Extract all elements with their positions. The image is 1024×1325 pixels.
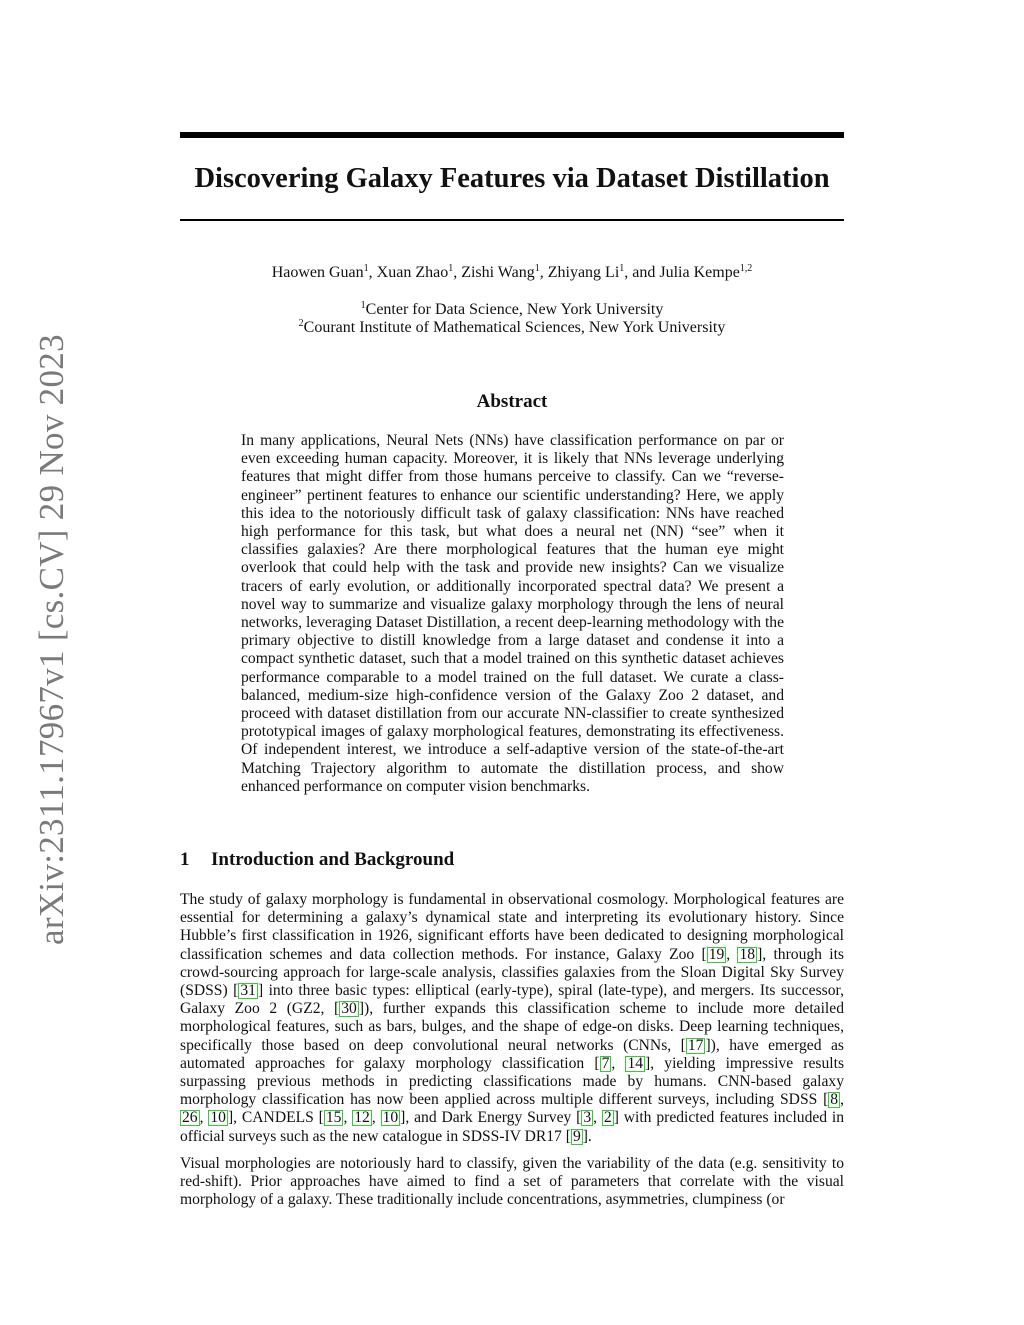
author-affiliation-mark: 1	[534, 263, 540, 274]
body-text: ], and Dark Energy Survey [	[400, 1109, 582, 1127]
body-text: ,	[726, 945, 738, 963]
section-title: Introduction and Background	[211, 849, 455, 870]
body-text: ]), have emerged as automated approaches for galaxy morphology classification [	[180, 1036, 844, 1072]
body-text: ,	[593, 1109, 602, 1127]
citation-link[interactable]: 7	[601, 1054, 610, 1072]
body-text: ] into three basic types: elliptical (early-type), spiral (late-type), and mergers. Its successor, Galaxy Zoo 2 (GZ2, [	[180, 982, 845, 1018]
affiliation-2-mark: 2	[298, 318, 304, 329]
body-paragraph-2	[180, 1155, 844, 1210]
body-text: ,	[343, 1109, 353, 1127]
body-text: ], CANDELS [	[227, 1109, 324, 1127]
author-list	[180, 262, 844, 284]
citation-link[interactable]: 9	[572, 1127, 581, 1145]
author-name: Zhiyang Li	[547, 264, 620, 281]
citation-link[interactable]: 30	[341, 1000, 357, 1018]
citation-link[interactable]: 26	[182, 1109, 198, 1127]
author-affiliation-mark: 1	[448, 263, 454, 274]
arxiv-identifier: arXiv:2311.17967v1 [cs.CV] 29 Nov 2023	[32, 334, 71, 945]
citation-link[interactable]: 17	[687, 1036, 704, 1054]
citation-link[interactable]: 2	[603, 1109, 612, 1127]
body-text: ] with predicted features included in official surveys such as the new catalogue in SDSS-IV DR17 [	[180, 1109, 845, 1145]
title-bottom-rule	[180, 219, 844, 221]
body-text: The study of galaxy morphology is fundamental in observational cosmology. Morphological features are essential for determining a galaxy’s dynamical state and interpreting its evolutionary history. Since Hubble’s first classification in 1926, significant efforts have been dedicated to designing morphological classification schemes and data collection methods. For instance, Galaxy Zoo [	[180, 891, 844, 963]
body-text: ,	[371, 1109, 381, 1127]
author-separator: , and	[624, 264, 660, 281]
section-heading	[180, 849, 454, 871]
author-separator: ,	[368, 264, 377, 281]
body-text: ,	[199, 1109, 209, 1127]
body-text: ], through its crowd-sourcing approach for large-scale analysis, classifies galaxies from the Sloan Digital Sky Survey (SDSS) [	[180, 945, 844, 1000]
body-text: ]), further expands this classification scheme to include more detailed morphological features, such as bars, bulges, and the shape of edge-on disks. Deep learning techniques, specifically those based on deep convolutional neural networks (CNNs, [	[180, 1000, 844, 1054]
abstract-heading: Abstract	[476, 391, 548, 412]
citation-link[interactable]: 31	[240, 982, 256, 1000]
citation-link[interactable]: 14	[627, 1054, 644, 1072]
citation-link[interactable]: 12	[354, 1109, 370, 1127]
author-affiliation-mark: 1	[619, 263, 625, 274]
author-name: Julia Kempe	[659, 264, 740, 281]
author-separator: ,	[539, 264, 548, 281]
author-separator: ,	[453, 264, 462, 281]
citation-link[interactable]: 18	[739, 945, 756, 963]
author-name: Xuan Zhao	[376, 264, 449, 281]
title-top-rule	[180, 132, 844, 138]
affiliation-2-text: Courant Institute of Mathematical Sciences, New York University	[303, 319, 726, 336]
author-affiliation-mark: 1	[363, 263, 369, 274]
paper-title: Discovering Galaxy Features via Dataset Distillation	[194, 163, 830, 194]
affiliation-1-mark: 1	[360, 300, 366, 311]
section-number: 1	[180, 849, 190, 870]
citation-link[interactable]: 3	[583, 1109, 592, 1127]
author-name: Zishi Wang	[461, 264, 535, 281]
body-text: ], yielding impressive results surpassing previous methods in predicting classifications made by humans. CNN-based galaxy morphology classification has now been applied across multiple different surveys, including SDSS [	[180, 1054, 845, 1109]
affiliation-2	[180, 318, 844, 337]
affiliation-1	[180, 300, 844, 319]
body-text: ].	[582, 1127, 592, 1145]
citation-link[interactable]: 19	[708, 945, 725, 963]
citation-link[interactable]: 10	[210, 1109, 226, 1127]
abstract-body: In many applications, Neural Nets (NNs) have classification performance on par or even exceeding human capacity. Moreover, it is likely that NNs leverage underlying features that might differ from those humans perceive to classify. Can we “reverse-engineer” pertinent features to enhance our scientific understanding? Here, we apply this idea to the notoriously difficult task of galaxy classification: NNs have reached high performance for this task, but what does a neural net (NN) “see” when it classifies galaxies? Are there morphological features that the human eye might overlook that could help with the task and provide new insights? Can we visualize tracers of early evolution, or additionally incorporated spectral data? We present a novel way to summarize and visualize galaxy morphology through the lens of neural networks, leveraging Dataset Distillation, a recent deep-learning methodology with the primary objective to distill knowledge from a large dataset and condense it into a compact synthetic dataset, such that a model trained on this synthetic dataset achieves performance comparable to a model trained on the full dataset. We curate a class-balanced, medium-size high-confidence version of the Galaxy Zoo 2 dataset, and proceed with dataset distillation from our accurate NN-classifier to create synthesized prototypical images of galaxy morphological features, demonstrating its effectiveness. Of independent interest, we introduce a self-adaptive version of the state-of-the-art Matching Trajectory algorithm to automate the distillation process, and show enhanced performance on computer vision benchmarks.	[241, 432, 784, 795]
body-text: ,	[611, 1054, 626, 1072]
body-text: Visual morphologies are notoriously hard to classify, given the variability of the data (e.g. sensitivity to red-shift). Prior approaches have aimed to find a set of parameters that correlate with the visual morphology of a galaxy. These traditionally include concentrations, asymmetries, clumpiness (or	[180, 1155, 844, 1209]
author-affiliation-mark: 1,2	[739, 263, 753, 274]
body-text: ,	[840, 1091, 844, 1109]
citation-link[interactable]: 10	[382, 1109, 399, 1127]
arxiv-sidebar	[30, 334, 74, 945]
author-name: Haowen Guan	[271, 264, 364, 281]
citation-link[interactable]: 8	[830, 1091, 839, 1109]
affiliation-1-text: Center for Data Science, New York University	[365, 301, 664, 318]
body-paragraph-1	[180, 891, 844, 1146]
citation-link[interactable]: 15	[325, 1109, 342, 1127]
